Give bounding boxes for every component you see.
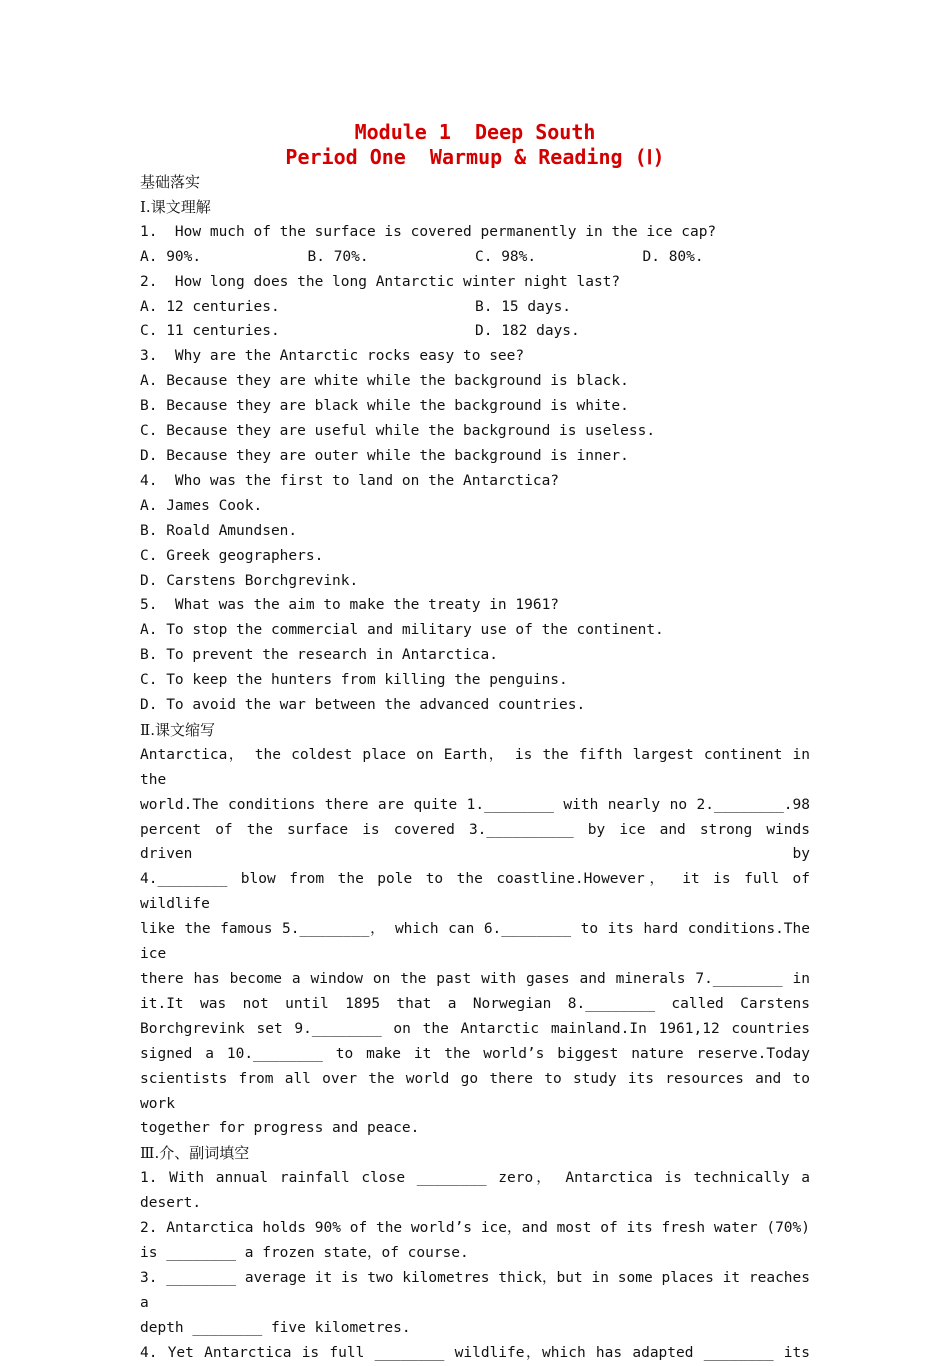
summary-line: there has become a window on the past with gases and minerals 7.________ in <box>140 971 810 987</box>
summary-line: scientists from all over the world go there to study its resources and to work <box>140 1070 810 1112</box>
summary-line: Borchgrevink set 9.________ on the Antarctic mainland.In 1961,12 countries <box>140 1020 810 1037</box>
question-4: 4. Who was the first to land on the Antarctica? <box>140 472 560 489</box>
fill-blank-line: is ________ a frozen state，of course. <box>140 1244 469 1261</box>
option-a: A. 12 centuries. <box>140 298 280 315</box>
period-title: Period One Warmup & Reading (Ⅰ) <box>285 145 665 169</box>
option-c: C. To keep the hunters from killing the penguins. <box>140 672 568 689</box>
summary-paragraph <box>140 743 810 1142</box>
fill-blank-3 <box>140 1266 810 1341</box>
option-d: D. Carstens Borchgrevink. <box>140 572 359 589</box>
summary-line: percent of the surface is covered 3.__________ by ice and strong winds driven by <box>140 821 810 863</box>
question-1: 1. How much of the surface is covered permanently in the ice cap? <box>140 223 717 240</box>
option-b: B. 15 days. <box>475 298 572 315</box>
worksheet-page <box>140 120 810 1366</box>
summary-line: like the famous 5.________， which can 6.________ to its hard conditions.The ice <box>140 921 810 963</box>
fill-blank-2 <box>140 1216 810 1266</box>
question-2-options-row2 <box>140 319 810 344</box>
part2-heading: Ⅱ.课文缩写 <box>140 720 215 739</box>
fill-blank-line: depth ________ five kilometres. <box>140 1319 411 1336</box>
part3-heading: Ⅲ.介、副词填空 <box>140 1144 250 1163</box>
option-a: A. 90%. <box>140 248 202 265</box>
fill-blank-1 <box>140 1166 810 1216</box>
option-b: B. To prevent the research in Antarctica. <box>140 647 498 664</box>
option-b: B. Because they are black while the background is white. <box>140 398 629 415</box>
question-2: 2. How long does the long Antarctic winter night last? <box>140 273 621 290</box>
section-basic-heading: 基础落实 <box>140 173 201 191</box>
option-b: B. Roald Amundsen. <box>140 522 298 539</box>
question-1-options <box>140 245 810 270</box>
option-d: D. 182 days. <box>475 323 580 340</box>
option-a: A. Because they are white while the background is black. <box>140 373 629 390</box>
fill-blank-line: desert. <box>140 1195 202 1212</box>
option-a: A. To stop the commercial and military use of the continent. <box>140 622 664 639</box>
summary-line: signed a 10.________ to make it the world’s biggest nature reserve.Today <box>140 1045 810 1062</box>
part1-heading: Ⅰ.课文理解 <box>140 197 211 216</box>
fill-blank-line: 4. Yet Antarctica is full ________ wildlife，which has adapted ________ its <box>140 1344 810 1361</box>
option-a: A. James Cook. <box>140 497 263 514</box>
summary-line: world.The conditions there are quite 1.________ with nearly no 2.________.98 <box>140 796 810 813</box>
question-2-options-row1 <box>140 295 810 320</box>
option-d: D. To avoid the war between the advanced countries. <box>140 697 586 714</box>
summary-line: 4.________ blow from the pole to the coastline.However， it is full of wildlife <box>140 871 810 913</box>
option-c: C. Because they are useful while the background is useless. <box>140 423 656 440</box>
option-d: D. 80%. <box>642 248 704 265</box>
question-5: 5. What was the aim to make the treaty in 1961? <box>140 597 560 614</box>
option-c: C. Greek geographers. <box>140 547 324 564</box>
option-d: D. Because they are outer while the background is inner. <box>140 447 629 464</box>
question-3: 3. Why are the Antarctic rocks easy to see? <box>140 348 525 365</box>
summary-line: together for progress and peace. <box>140 1120 420 1137</box>
fill-blank-4 <box>140 1341 810 1366</box>
summary-line: it.It was not until 1895 that a Norwegian 8.________ called Carstens <box>140 995 810 1012</box>
fill-blank-line: 3. ________ average it is two kilometres thick，but in some places it reaches a <box>140 1269 810 1311</box>
module-title: Module 1 Deep South <box>354 120 596 144</box>
summary-line: Antarctica， the coldest place on Earth， is the fifth largest continent in the <box>140 746 810 788</box>
fill-blank-line: 2. Antarctica holds 90% of the world’s ice，and most of its fresh water (70%) <box>140 1220 810 1237</box>
option-b: B. 70%. <box>307 248 369 265</box>
option-c: C. 11 centuries. <box>140 323 280 340</box>
option-c: C. 98%. <box>475 248 537 265</box>
fill-blank-line: 1. With annual rainfall close ________ zero， Antarctica is technically a <box>140 1170 810 1187</box>
